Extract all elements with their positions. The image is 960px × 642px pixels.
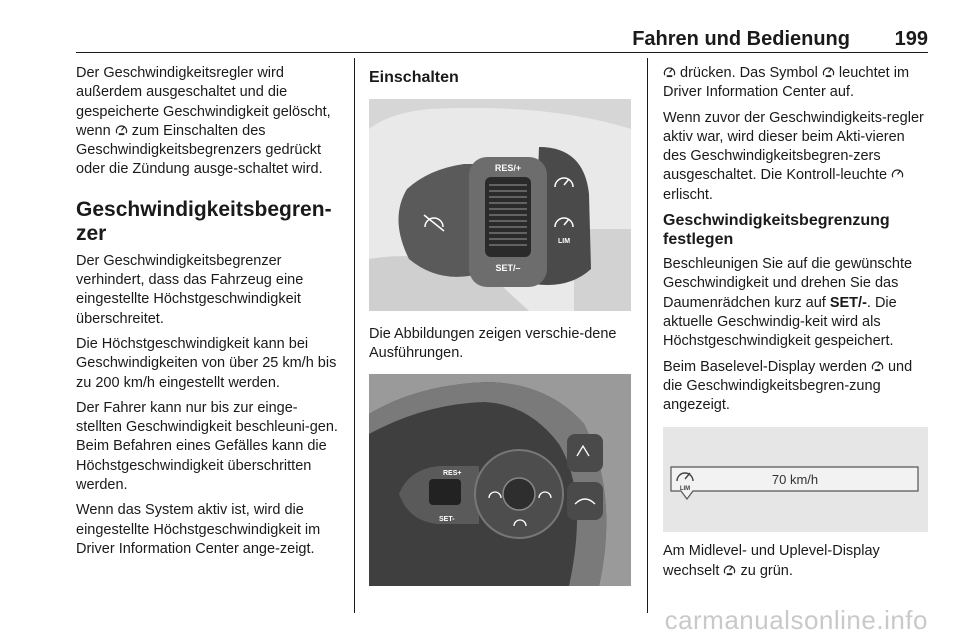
watermark: carmanualsonline.info <box>664 605 928 635</box>
res-plus-label-2: RES+ <box>443 469 462 477</box>
cruise-control-icon <box>891 167 904 180</box>
page-header <box>76 28 928 50</box>
paragraph-4: Der Fahrer kann nur bis zur einge-stellten Geschwindigkeit beschleuni-gen. Beim Befahren eines Gefälles kann die Höchstgeschwindigkeit überschritten werden. <box>76 399 338 494</box>
display-lim-label: LIM <box>679 486 691 493</box>
set-minus-label-2: SET- <box>439 515 455 523</box>
column-2 <box>369 64 631 586</box>
speed-limiter-icon <box>822 65 835 78</box>
speed-limiter-icon <box>115 123 128 136</box>
steering-wheel-controls-figure-2 <box>369 374 631 586</box>
paragraph-2: Der Geschwindigkeitsbegrenzer verhindert, dass das Fahrzeug eine eingestellte Höchstgeschwindigkeit überschreitet. <box>76 252 304 327</box>
set-button-text: SET/- <box>829 294 867 311</box>
baselevel-display-figure <box>663 427 928 532</box>
page-number: 199 <box>894 28 928 50</box>
figure-caption: Die Abbildungen zeigen verschie-dene Ausführungen. <box>369 326 617 362</box>
display-speed-value: 70 km/h <box>771 472 819 488</box>
speed-limiter-icon <box>663 65 676 78</box>
section-heading-limiter: Geschwindigkeitsbegren-zer <box>76 197 332 245</box>
lim-label: LIM <box>557 238 571 245</box>
steering-wheel-controls-figure-1 <box>369 99 631 311</box>
paragraph-press: drücken. Das Symbol leuchtet im Driver Information Center auf. <box>663 65 910 101</box>
section-heading-festlegen: Geschwindigkeitsbegrenzung festlegen <box>663 212 890 249</box>
column-1 <box>76 64 338 565</box>
paragraph-cruise-deactivated: Wenn zuvor der Geschwindigkeits-regler aktiv war, wird dieser beim Akti-vieren des Geschwindigkeitsbegren-zers ausgeschaltet. Die Kontroll-leuchte erlischt. <box>663 109 924 203</box>
header-rule <box>76 52 928 53</box>
column-3 <box>663 64 928 587</box>
paragraph-set: Beschleunigen Sie auf die gewünschte Geschwindigkeit und drehen Sie das Daumenrädchen kurz auf SET/-. Die aktuelle Geschwindig-keit wird als Höchstgeschwindigkeit gespeichert. <box>663 256 913 350</box>
paragraph-1: Der Geschwindigkeitsregler wird außerdem ausgeschaltet und die gespeicherte Geschwindigkeit gelöscht, wenn zum Einschalten des Geschwindigkeitsbegrenzers gedrückt oder die Zündung ausge-schaltet wird. <box>76 65 331 178</box>
paragraph-midlevel: Am Midlevel- und Uplevel-Display wechselt zu grün. <box>663 543 880 579</box>
header-title: Fahren und Bedienung <box>632 28 850 50</box>
paragraph-baselevel: Beim Baselevel-Display werden und die Geschwindigkeitsbegren-zung angezeigt. <box>663 358 913 414</box>
speed-limiter-icon <box>871 359 884 372</box>
column-divider-1 <box>354 58 355 613</box>
section-heading-einschalten: Einschalten <box>369 69 459 86</box>
speed-limiter-icon <box>723 563 736 576</box>
column-divider-2 <box>647 58 648 613</box>
res-plus-label: RES/+ <box>494 163 522 173</box>
set-minus-label: SET/– <box>495 263 521 273</box>
paragraph-3: Die Höchstgeschwindigkeit kann bei Geschwindigkeiten von über 25 km/h bis zu 200 km/h eingestellt werden. <box>76 335 337 391</box>
paragraph-5: Wenn das System aktiv ist, wird die eingestellte Höchstgeschwindigkeit im Driver Information Center ange-zeigt. <box>76 502 321 557</box>
